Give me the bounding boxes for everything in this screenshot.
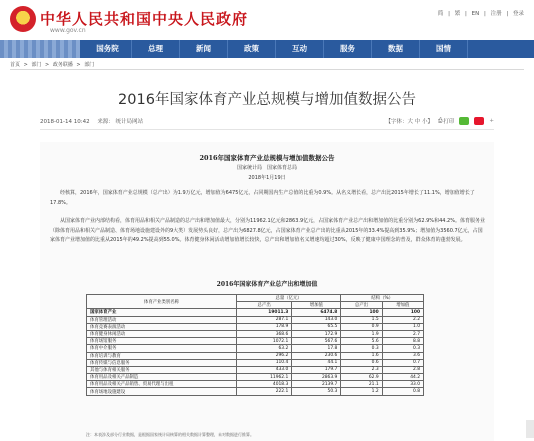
table-cell-value: 1.0: [382, 323, 423, 330]
article-source: 来源： 统计局网站: [97, 119, 144, 125]
table-cell-value: 0.9: [341, 323, 382, 330]
table-cell-value: 110.4: [237, 359, 292, 366]
table-cell-category: 体育中介服务: [87, 345, 237, 352]
table-cell-value: 17.8: [292, 345, 341, 352]
separator: |: [506, 11, 509, 17]
table-cell-value: 178.9: [237, 323, 292, 330]
table-cell-value: 100: [341, 309, 382, 316]
table-cell-value: 433.0: [237, 366, 292, 373]
table-cell-category: 体育健身休闲活动: [87, 330, 237, 337]
table-cell-value: 44.2: [382, 374, 423, 381]
doc-subtitle: 国家统计局 国家体育总局: [236, 165, 297, 171]
table-row: [87, 381, 424, 388]
data-table: [86, 294, 424, 396]
site-header: [0, 0, 534, 40]
table-row: [87, 352, 424, 359]
breadcrumb-departments[interactable]: 部门: [31, 62, 42, 68]
table-subheader: 增加值: [382, 302, 423, 309]
table-row: [87, 345, 424, 352]
table-row: [87, 374, 424, 381]
divider: [40, 129, 494, 130]
table-cell-value: 1.6: [341, 352, 382, 359]
font-size-switcher[interactable]: 【字体：大 中 小】: [385, 119, 433, 125]
document-image: [40, 142, 494, 441]
back-to-top-button[interactable]: [526, 420, 534, 438]
nav-item-news[interactable]: 新闻: [180, 40, 228, 58]
table-cell-category: 体育场地设施建设: [87, 388, 237, 395]
separator: |: [484, 11, 486, 17]
table-cell-category: 体育传媒与信息服务: [87, 359, 237, 366]
table-cell-value: 50.3: [292, 388, 341, 395]
table-row: [87, 309, 424, 316]
separator: |: [465, 11, 467, 17]
table-cell-value: 21.1: [341, 381, 382, 388]
table-cell-value: 179.7: [292, 366, 341, 373]
top-links: [435, 9, 524, 17]
article-meta: [40, 117, 494, 127]
table-cell-value: 11962.1: [237, 374, 292, 381]
breadcrumb-sep: >: [23, 62, 28, 68]
table-cell-value: 4018.3: [237, 381, 292, 388]
table-cell-value: 567.6: [292, 338, 341, 345]
doc-title: 2016年国家体育产业总规模与增加值数据公告: [199, 154, 335, 162]
doc-paragraph: 经核算，2016年，国家体育产业总规模（总产出）为1.9万亿元，增加值为6475亿元，占同期国内生产总值的比重为0.9%。从名义增长看，总产出比2015年增长了11.1%，增加值增长了17.8%。: [50, 190, 475, 206]
table-cell-value: 19011.3: [237, 309, 292, 316]
table-cell-value: 1072.1: [237, 338, 292, 345]
table-cell-value: 172.9: [292, 330, 341, 337]
table-cell-value: 65.5: [292, 323, 341, 330]
table-cell-value: 1.9: [341, 330, 382, 337]
nav-home-banner[interactable]: [0, 40, 80, 58]
link-register[interactable]: 注册: [490, 11, 502, 17]
table-subheader: 总产出: [237, 302, 292, 309]
table-cell-value: 33.0: [382, 381, 423, 388]
breadcrumb-sep: >: [76, 62, 81, 68]
table-cell-category: 体育用品及相关产品制造: [87, 374, 237, 381]
table-cell-value: 6474.8: [292, 309, 341, 316]
link-traditional[interactable]: 繁: [454, 11, 461, 17]
publish-date: 2018-01-14 10:42: [40, 119, 90, 125]
separator: |: [448, 11, 451, 17]
doc-paragraph: 从国家体育产业内部结构看，体育用品和相关产品制造的总产出和增加值最大，分别为11962.1亿元和2863.9亿元，占国家体育产业总产出和增加值的比重分别为62.9%和44.2%。体育服务业（除体育用品和相关产品制造、体育场地设施建设外的9大类）发展势头良好，总产出为6827.8亿元，占国家体育产业总产出的比重从2015年的33.4%提高到35.9%；增加值为3560.7亿元，占国家体育产业增加值的比重从2015年的49.2%提高到55.0%。体育健身休闲活动增加值增长较快，总产出和增加值名义增速均超过30%，反映了健康中国理念的普及，群众体育的蓬勃发展。: [50, 218, 485, 243]
breadcrumb-current[interactable]: 部门: [84, 62, 95, 68]
table-cell-value: 3.6: [382, 352, 423, 359]
table-cell-value: 1.5: [341, 316, 382, 323]
table-row: [87, 366, 424, 373]
table-cell-value: 0.7: [382, 359, 423, 366]
table-cell-value: 0.6: [341, 359, 382, 366]
doc-date: 2018年1月19日: [248, 175, 286, 181]
table-row: [87, 323, 424, 330]
table-row: [87, 388, 424, 395]
table-cell-value: 2.2: [382, 316, 423, 323]
table-cell-category: 体育管理活动: [87, 316, 237, 323]
table-cell-category: 体育场馆服务: [87, 338, 237, 345]
nav-item-policy[interactable]: 政策: [228, 40, 276, 58]
table-cell-value: 2139.7: [292, 381, 341, 388]
print-icon[interactable]: ⎙: [437, 117, 443, 124]
breadcrumb-gov-broadcast[interactable]: 政务联播: [52, 62, 73, 68]
table-note: 注：本表涉及部分行业数据，是根据国家统计局核算的相关数据计算整理，未对数据进行推算。: [86, 432, 254, 437]
nav-item-premier[interactable]: 总理: [132, 40, 180, 58]
table-cell-value: 296.2: [237, 352, 292, 359]
table-cell-category: 体育培训与教育: [87, 352, 237, 359]
site-url: www.gov.cn: [50, 27, 86, 34]
link-simplified[interactable]: 简: [437, 11, 444, 17]
more-share-icon[interactable]: +: [489, 118, 494, 124]
weibo-share-icon[interactable]: [474, 117, 484, 125]
table-cell-value: 62.9: [341, 374, 382, 381]
table-cell-value: 222.1: [237, 388, 292, 395]
table-cell-value: 44.1: [292, 359, 341, 366]
table-cell-value: 2863.9: [292, 374, 341, 381]
nav-item-state-council[interactable]: 国务院: [84, 40, 132, 58]
divider: [10, 69, 524, 70]
article-title: 2016年国家体育产业总规模与增加值数据公告: [118, 92, 416, 108]
table-cell-value: 0.3: [382, 345, 423, 352]
table-cell-value: 368.6: [237, 330, 292, 337]
table-row: [87, 359, 424, 366]
table-header: 体育产业类别名称: [87, 295, 237, 309]
table-row: [87, 330, 424, 337]
table-cell-value: 0.3: [341, 345, 382, 352]
nav-item-national-info[interactable]: 国情: [420, 40, 468, 58]
table-cell-value: 2.3: [341, 366, 382, 373]
nav-item-service[interactable]: 服务: [324, 40, 372, 58]
table-cell-category: 体育竞赛表演活动: [87, 323, 237, 330]
nav-item-data[interactable]: 数据: [372, 40, 420, 58]
nav-list: [84, 40, 468, 58]
main-nav: [0, 40, 534, 58]
breadcrumb-home[interactable]: 首页: [10, 62, 21, 68]
table-cell-value: 2.7: [382, 330, 423, 337]
wechat-share-icon[interactable]: [459, 117, 469, 125]
nav-item-interaction[interactable]: 互动: [276, 40, 324, 58]
site-title[interactable]: 中华人民共和国中央人民政府: [40, 10, 249, 28]
breadcrumb: [10, 61, 96, 68]
table-cell-value: 287.1: [237, 316, 292, 323]
link-english[interactable]: EN: [471, 11, 480, 17]
table-cell-value: 143.0: [292, 316, 341, 323]
table-cell-value: 5.6: [341, 338, 382, 345]
table-cell-value: 2.8: [382, 366, 423, 373]
table-header: 总量（亿元）: [237, 295, 341, 302]
table-cell-value: 63.2: [237, 345, 292, 352]
breadcrumb-sep: >: [45, 62, 50, 68]
link-login[interactable]: 登录: [512, 11, 524, 17]
table-cell-value: 230.6: [292, 352, 341, 359]
table-cell-value: 1.2: [341, 388, 382, 395]
table-cell-category: 其他与体育相关服务: [87, 366, 237, 373]
table-header: 结构（%）: [341, 295, 424, 302]
table-row: [87, 316, 424, 323]
print-link[interactable]: 打印: [443, 119, 455, 125]
table-cell-value: 8.8: [382, 338, 423, 345]
table-cell-value: 100: [382, 309, 423, 316]
table-title: 2016年国家体育产业总产出和增加值: [216, 281, 318, 288]
table-cell-category: 国家体育产业: [87, 309, 237, 316]
table-subheader: 总产出: [341, 302, 382, 309]
table-cell-value: 0.8: [382, 388, 423, 395]
table-subheader: 增加值: [292, 302, 341, 309]
national-emblem-icon[interactable]: [10, 6, 36, 32]
table-row: [87, 338, 424, 345]
table-cell-category: 体育用品及相关产品销售、贸易代理与出租: [87, 381, 237, 388]
